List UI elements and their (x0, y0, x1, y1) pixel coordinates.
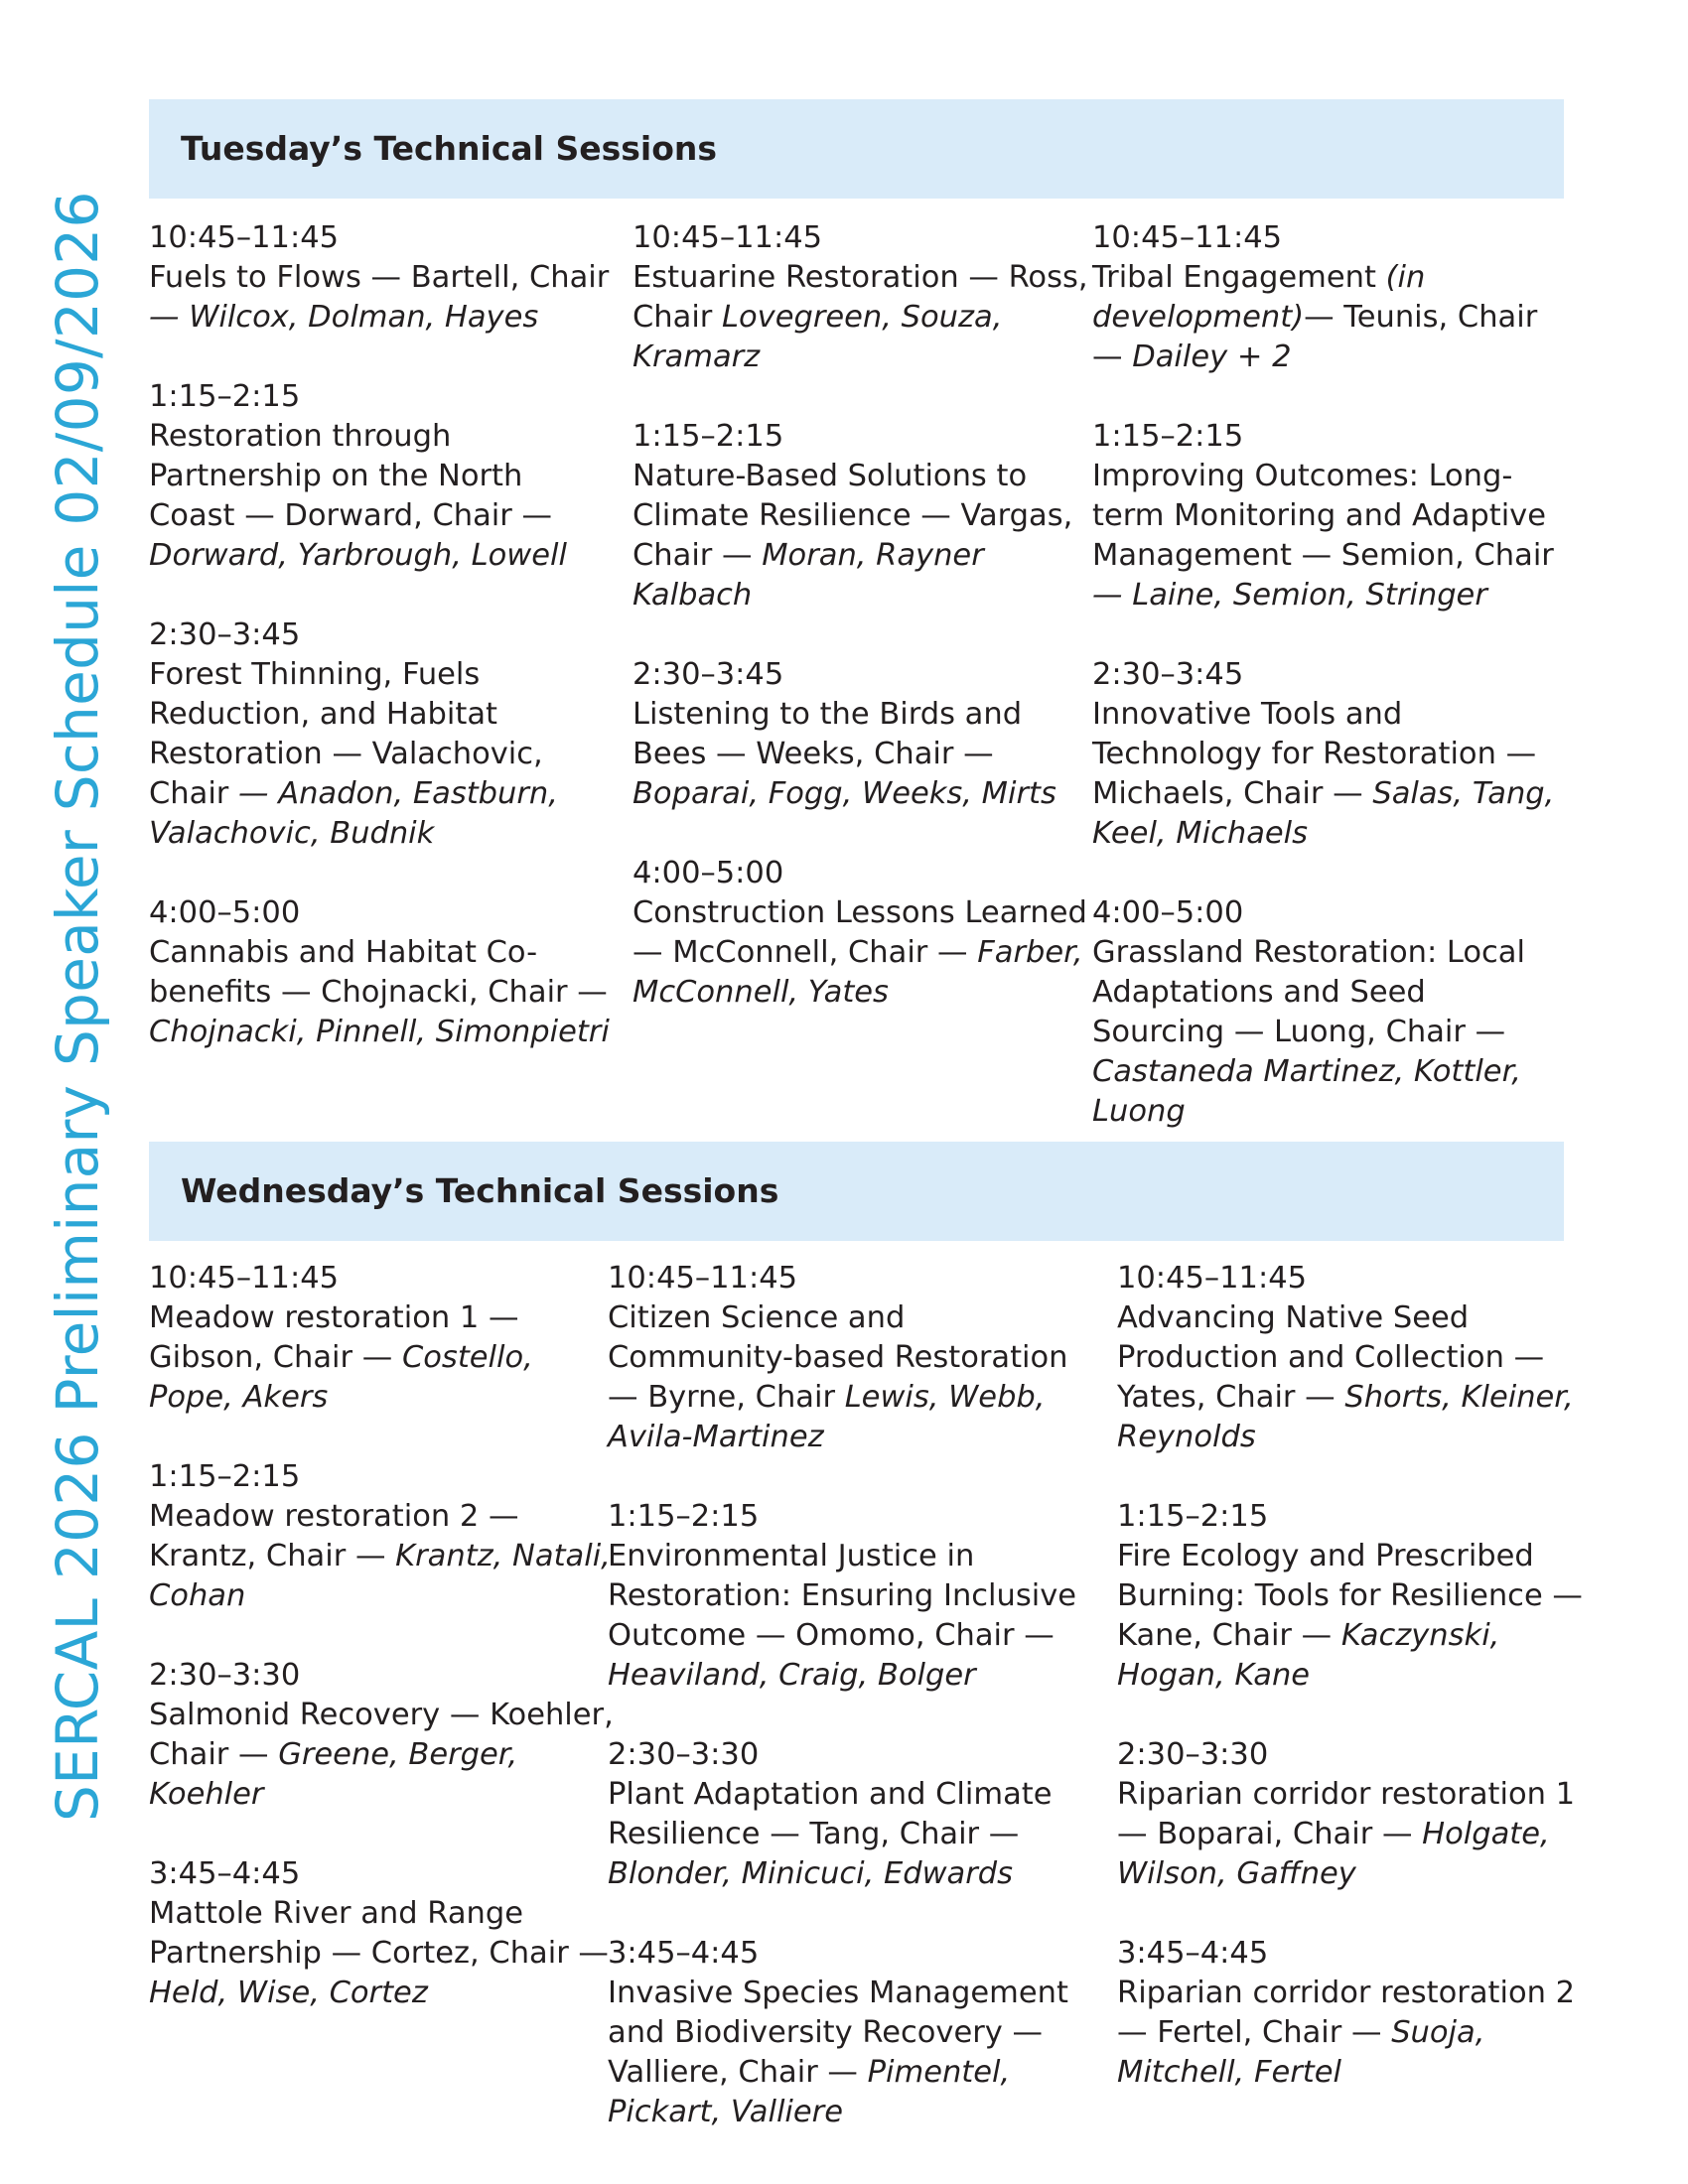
session-time: 2:30–3:30 (149, 1658, 301, 1693)
session-entry (1117, 1735, 1589, 1894)
session-speakers: Blonder, Minicuci, Edwards (608, 1856, 1014, 1891)
session-entry (1092, 893, 1559, 1132)
session-title: Advancing Native Seed Production and Collection — Yates, Chair — (1117, 1300, 1545, 1415)
session-time: 1:15–2:15 (608, 1499, 760, 1534)
tuesday-column-1 (149, 218, 616, 1092)
session-entry (149, 615, 616, 854)
session-speakers: Shorts, Kleiner, Reynolds (1117, 1380, 1574, 1454)
session-speakers: Heaviland, Craig, Bolger (608, 1658, 976, 1693)
session-title: Mattole River and Range Partnership — Cortez, Chair — (149, 1896, 609, 1971)
session-entry (149, 1854, 616, 2013)
session-time: 10:45–11:45 (149, 220, 340, 255)
session-time: 1:15–2:15 (1092, 419, 1244, 454)
session-time: 2:30–3:30 (608, 1737, 760, 1772)
session-speakers: Krantz, Natali, Cohan (149, 1539, 611, 1613)
session-speakers: Greene, Berger, Koehler (149, 1737, 518, 1812)
session-speakers: — Wilcox, Dolman, Hayes (149, 300, 539, 335)
session-speakers: Held, Wise, Cortez (149, 1976, 428, 2010)
session-speakers: Costello, Pope, Akers (149, 1340, 533, 1415)
tuesday-header-title: Tuesday’s Technical Sessions (181, 129, 718, 168)
wednesday-section-header (149, 1142, 1564, 1241)
session-speakers: Salas, Tang, Keel, Michaels (1092, 776, 1555, 851)
session-entry (149, 218, 616, 338)
session-time: 1:15–2:15 (1117, 1499, 1269, 1534)
session-speakers: Dailey + 2 (1132, 340, 1292, 374)
session-entry (608, 1735, 1089, 1894)
session-speakers: Kaczynski, Hogan, Kane (1117, 1618, 1500, 1693)
session-title: Forest Thinning, Fuels Reduction, and Habitat Restoration — Valachovic, Chair (149, 657, 543, 811)
session-entry (633, 854, 1099, 1013)
session-title: Construction Lessons Learned — McConnell, Chair — (633, 895, 1087, 970)
session-entry (608, 1497, 1089, 1696)
session-title: Environmental Justice in Restoration: Ensuring Inclusive Outcome — Omomo, Chair — (608, 1539, 1077, 1653)
session-entry (633, 655, 1099, 814)
session-speakers: Dorward, Yarbrough, Lowell (149, 538, 567, 573)
session-time: 4:00–5:00 (633, 856, 784, 890)
session-time: 2:30–3:45 (1092, 657, 1244, 692)
session-entry (149, 1457, 616, 1616)
session-time: 1:15–2:15 (149, 1459, 301, 1494)
session-title: Fire Ecology and Prescribed Burning: Tools for Resilience — Kane, Chair — (1117, 1539, 1583, 1653)
session-speakers: — Laine, Semion, Stringer (1092, 578, 1487, 613)
session-time: 1:15–2:15 (149, 379, 301, 414)
session-title: Meadow restoration 1 — Gibson, Chair — (149, 1300, 519, 1375)
session-time: 10:45–11:45 (608, 1261, 798, 1296)
session-title: Listening to the Birds and Bees — Weeks, Chair — (633, 697, 1023, 771)
wednesday-header-title: Wednesday’s Technical Sessions (181, 1171, 779, 1210)
session-entry (1092, 218, 1559, 377)
session-entry (608, 1934, 1089, 2132)
session-speakers: Castaneda Martinez, Kottler, Luong (1092, 1054, 1522, 1129)
session-entry (1117, 1934, 1589, 2093)
session-time: 2:30–3:45 (149, 617, 301, 652)
session-time: 3:45–4:45 (608, 1936, 760, 1971)
session-title: Citizen Science and Community-based Restoration — Byrne, Chair (608, 1300, 1068, 1415)
session-time: 10:45–11:45 (1117, 1261, 1308, 1296)
session-title: Plant Adaptation and Climate Resilience — Tang, Chair — (608, 1777, 1053, 1851)
session-entry (149, 1656, 616, 1815)
session-title: Grassland Restoration: Local Adaptations and Seed Sourcing — Luong, Chair — (1092, 935, 1525, 1049)
session-speakers: — Anadon, Eastburn, Valachovic, Budnik (149, 776, 558, 851)
session-title: Fuels to Flows — Bartell, Chair (149, 260, 610, 295)
session-title: Improving Outcomes: Long-term Monitoring and Adaptive Management — Semion, Chair (1092, 459, 1554, 573)
tuesday-column-2 (633, 218, 1099, 1052)
session-time: 1:15–2:15 (633, 419, 784, 454)
session-speakers: Farber, McConnell, Yates (633, 935, 1083, 1010)
session-speakers: Pimentel, Pickart, Valliere (608, 2055, 1011, 2129)
session-speakers: Suoja, Mitchell, Fertel (1117, 2015, 1485, 2090)
page-side-title: SERCAL 2026 Preliminary Speaker Schedule 02/09/2026 (44, 191, 111, 1822)
session-speakers: Lovegreen, Souza, Kramarz (633, 300, 1003, 374)
session-speakers: Holgate, Wilson, Gaffney (1117, 1817, 1550, 1891)
session-entry (1092, 655, 1559, 854)
session-speakers: Chojnacki, Pinnell, Simonpietri (149, 1015, 610, 1049)
wednesday-column-3 (1117, 1259, 1589, 2132)
session-time: 2:30–3:30 (1117, 1737, 1269, 1772)
session-time: 10:45–11:45 (149, 1261, 340, 1296)
session-speakers: Lewis, Webb, Avila-Martinez (608, 1380, 1046, 1454)
session-time: 3:45–4:45 (149, 1856, 301, 1891)
wednesday-column-1 (149, 1259, 616, 2053)
session-time: 2:30–3:45 (633, 657, 784, 692)
session-speakers: Boparai, Fogg, Weeks, Mirts (633, 776, 1056, 811)
session-entry (149, 893, 616, 1052)
session-time: 10:45–11:45 (1092, 220, 1283, 255)
session-entry (608, 1259, 1089, 1457)
tuesday-section-header (149, 99, 1564, 199)
session-title: Riparian corridor restoration 1 — Boparai, Chair — (1117, 1777, 1576, 1851)
wednesday-column-2 (608, 1259, 1089, 2172)
session-title: Riparian corridor restoration 2 — Fertel, Chair — (1117, 1976, 1576, 2050)
session-entry (149, 377, 616, 576)
session-title-note: (in development) (1092, 260, 1426, 335)
session-title: Restoration through Partnership on the North Coast — Dorward, Chair — (149, 419, 552, 533)
session-entry (1092, 417, 1559, 615)
session-entry (633, 417, 1099, 615)
session-title: Estuarine Restoration — Ross, Chair (633, 260, 1088, 335)
session-title: Nature-Based Solutions to Climate Resilience — Vargas, Chair — (633, 459, 1073, 573)
session-title: Tribal Engagement (1092, 260, 1386, 295)
tuesday-column-3 (1092, 218, 1559, 1171)
session-time: 10:45–11:45 (633, 220, 823, 255)
session-title-chair: — Teunis, Chair — (1092, 300, 1538, 374)
session-title: Meadow restoration 2 — Krantz, Chair — (149, 1499, 519, 1573)
session-speakers: Moran, Rayner Kalbach (633, 538, 984, 613)
session-entry (149, 1259, 616, 1418)
session-entry (1117, 1259, 1589, 1457)
session-title: Invasive Species Management and Biodiversity Recovery — Valliere, Chair — (608, 1976, 1068, 2090)
session-title: Innovative Tools and Technology for Restoration — Michaels, Chair — (1092, 697, 1537, 811)
session-title: Cannabis and Habitat Co-benefits — Chojnacki, Chair — (149, 935, 608, 1010)
session-time: 4:00–5:00 (1092, 895, 1244, 930)
session-entry (1117, 1497, 1589, 1696)
session-title: Salmonid Recovery — Koehler, Chair — (149, 1698, 614, 1772)
session-entry (633, 218, 1099, 377)
session-time: 3:45–4:45 (1117, 1936, 1269, 1971)
session-time: 4:00–5:00 (149, 895, 301, 930)
